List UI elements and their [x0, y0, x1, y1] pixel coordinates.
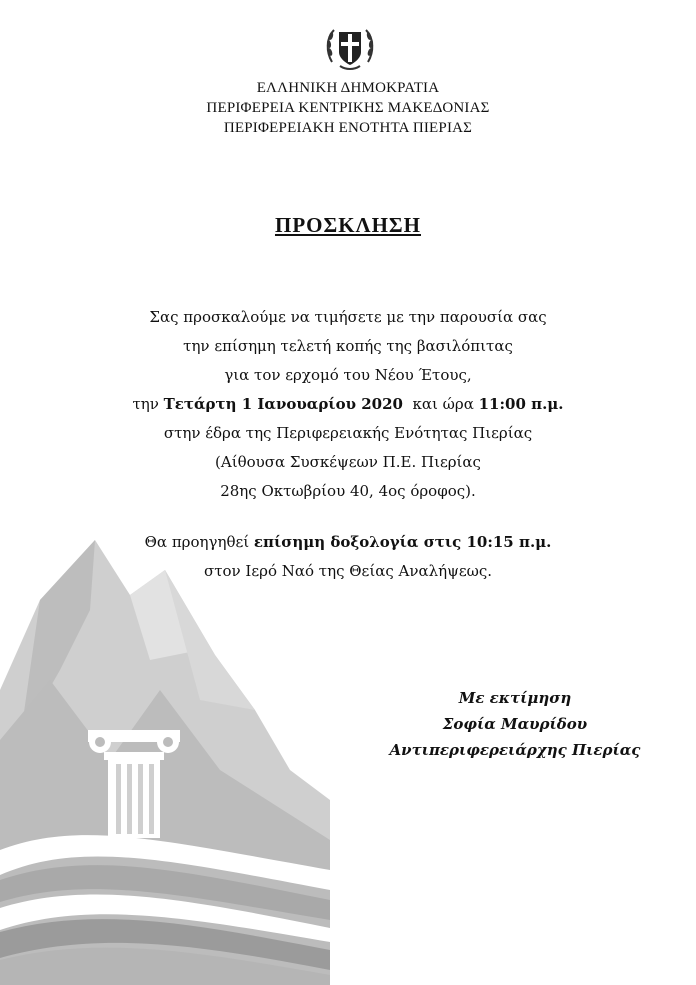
invitation-line: Σας προσκαλούμε να τιμήσετε με την παρουσία σας: [149, 308, 547, 326]
event-date: Τετάρτη 1 Ιανουαρίου 2020: [163, 395, 403, 413]
document-header: [0, 78, 696, 138]
signature-block: [380, 685, 650, 763]
invitation-line: για τον ερχομό του Νέου Έτους,: [224, 366, 472, 384]
invitation-line: στην έδρα της Περιφερειακής Ενότητας Πιερίας: [163, 424, 533, 442]
header-line-unit: ΠΕΡΙΦΕΡΕΙΑΚΗ ΕΝΟΤΗΤΑ ΠΙΕΡΙΑΣ: [223, 120, 473, 136]
doxology-line: [0, 528, 696, 557]
signature-title: Αντιπεριφερειάρχης Πιερίας: [389, 741, 641, 759]
date-prefix: την: [132, 395, 164, 413]
greek-coat-of-arms-icon: [324, 22, 376, 74]
page-title: ΠΡΟΣΚΛΗΣΗ: [274, 213, 421, 237]
doxology-location: στον Ιερό Ναό της Θείας Αναλήψεως.: [203, 562, 493, 580]
signature-closing: Με εκτίμηση: [458, 689, 572, 707]
time-prefix: και ώρα: [402, 395, 479, 413]
invitation-paragraph: [0, 303, 696, 506]
invitation-line: 28ης Οκτωβρίου 40, 4ος όροφος).: [220, 482, 476, 500]
doxology-paragraph: [0, 528, 696, 586]
invitation-date-line: [0, 390, 696, 419]
pieria-logo-watermark: [0, 540, 330, 985]
header-line-region: ΠΕΡΙΦΕΡΕΙΑ ΚΕΝΤΡΙΚΗΣ ΜΑΚΕΔΟΝΙΑΣ: [206, 100, 490, 116]
doxology-prefix: Θα προηγηθεί: [144, 533, 254, 551]
doxology-time: επίσημη δοξολογία στις 10:15 π.μ.: [253, 533, 552, 551]
signature-name: Σοφία Μαυρίδου: [442, 715, 588, 733]
event-time: 11:00 π.μ.: [478, 395, 564, 413]
invitation-line: την επίσημη τελετή κοπής της βασιλόπιτας: [183, 337, 513, 355]
invitation-line: (Αίθουσα Συσκέψεων Π.Ε. Πιερίας: [215, 453, 481, 471]
header-line-republic: ΕΛΛΗΝΙΚΗ ΔΗΜΟΚΡΑΤΙΑ: [256, 80, 440, 96]
